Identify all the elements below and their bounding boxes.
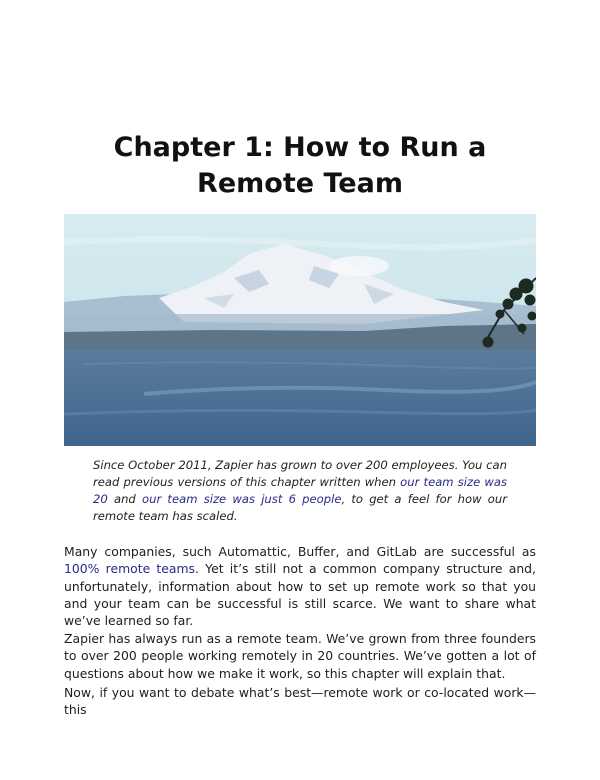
- intro-note-text: , to get a feel for how our remote team has scaled.: [93, 492, 507, 523]
- intro-note-text: Since October 2011, Zapier has grown to over 200 employees. You can read previous versions of this chapter written when: [93, 458, 507, 489]
- paragraph-text: . Yet it’s still not a common company structure and, unfortunately, information about how to set up remote work so that you and your team can be successful is still scarce. We want to share what we’ve learned so far.: [64, 561, 536, 629]
- chapter-title: Chapter 1: How to Run a Remote Team: [113, 132, 487, 200]
- intro-note-text: and: [107, 492, 142, 506]
- link-team-size-20[interactable]: our team size was 20: [93, 475, 507, 506]
- link-remote-teams[interactable]: 100% remote teams: [64, 561, 196, 577]
- intro-note: [93, 457, 507, 525]
- hero-image: [64, 214, 536, 446]
- paragraph-3: Now, if you want to debate what’s best—remote work or co-located work—this: [64, 685, 536, 718]
- paragraph-1: [64, 543, 536, 629]
- link-team-size-6[interactable]: our team size was just 6 people: [142, 492, 342, 506]
- paragraph-2: Zapier has always run as a remote team. We’ve grown from three founders to over 200 people working remotely in 20 countries. We’ve gotten a lot of questions about how we make it work, so this chapter will explain that.: [64, 631, 536, 681]
- paragraph-text: Many companies, such Automattic, Buffer, and GitLab are successful as: [64, 544, 536, 559]
- mountain-lake-photo: [64, 214, 536, 446]
